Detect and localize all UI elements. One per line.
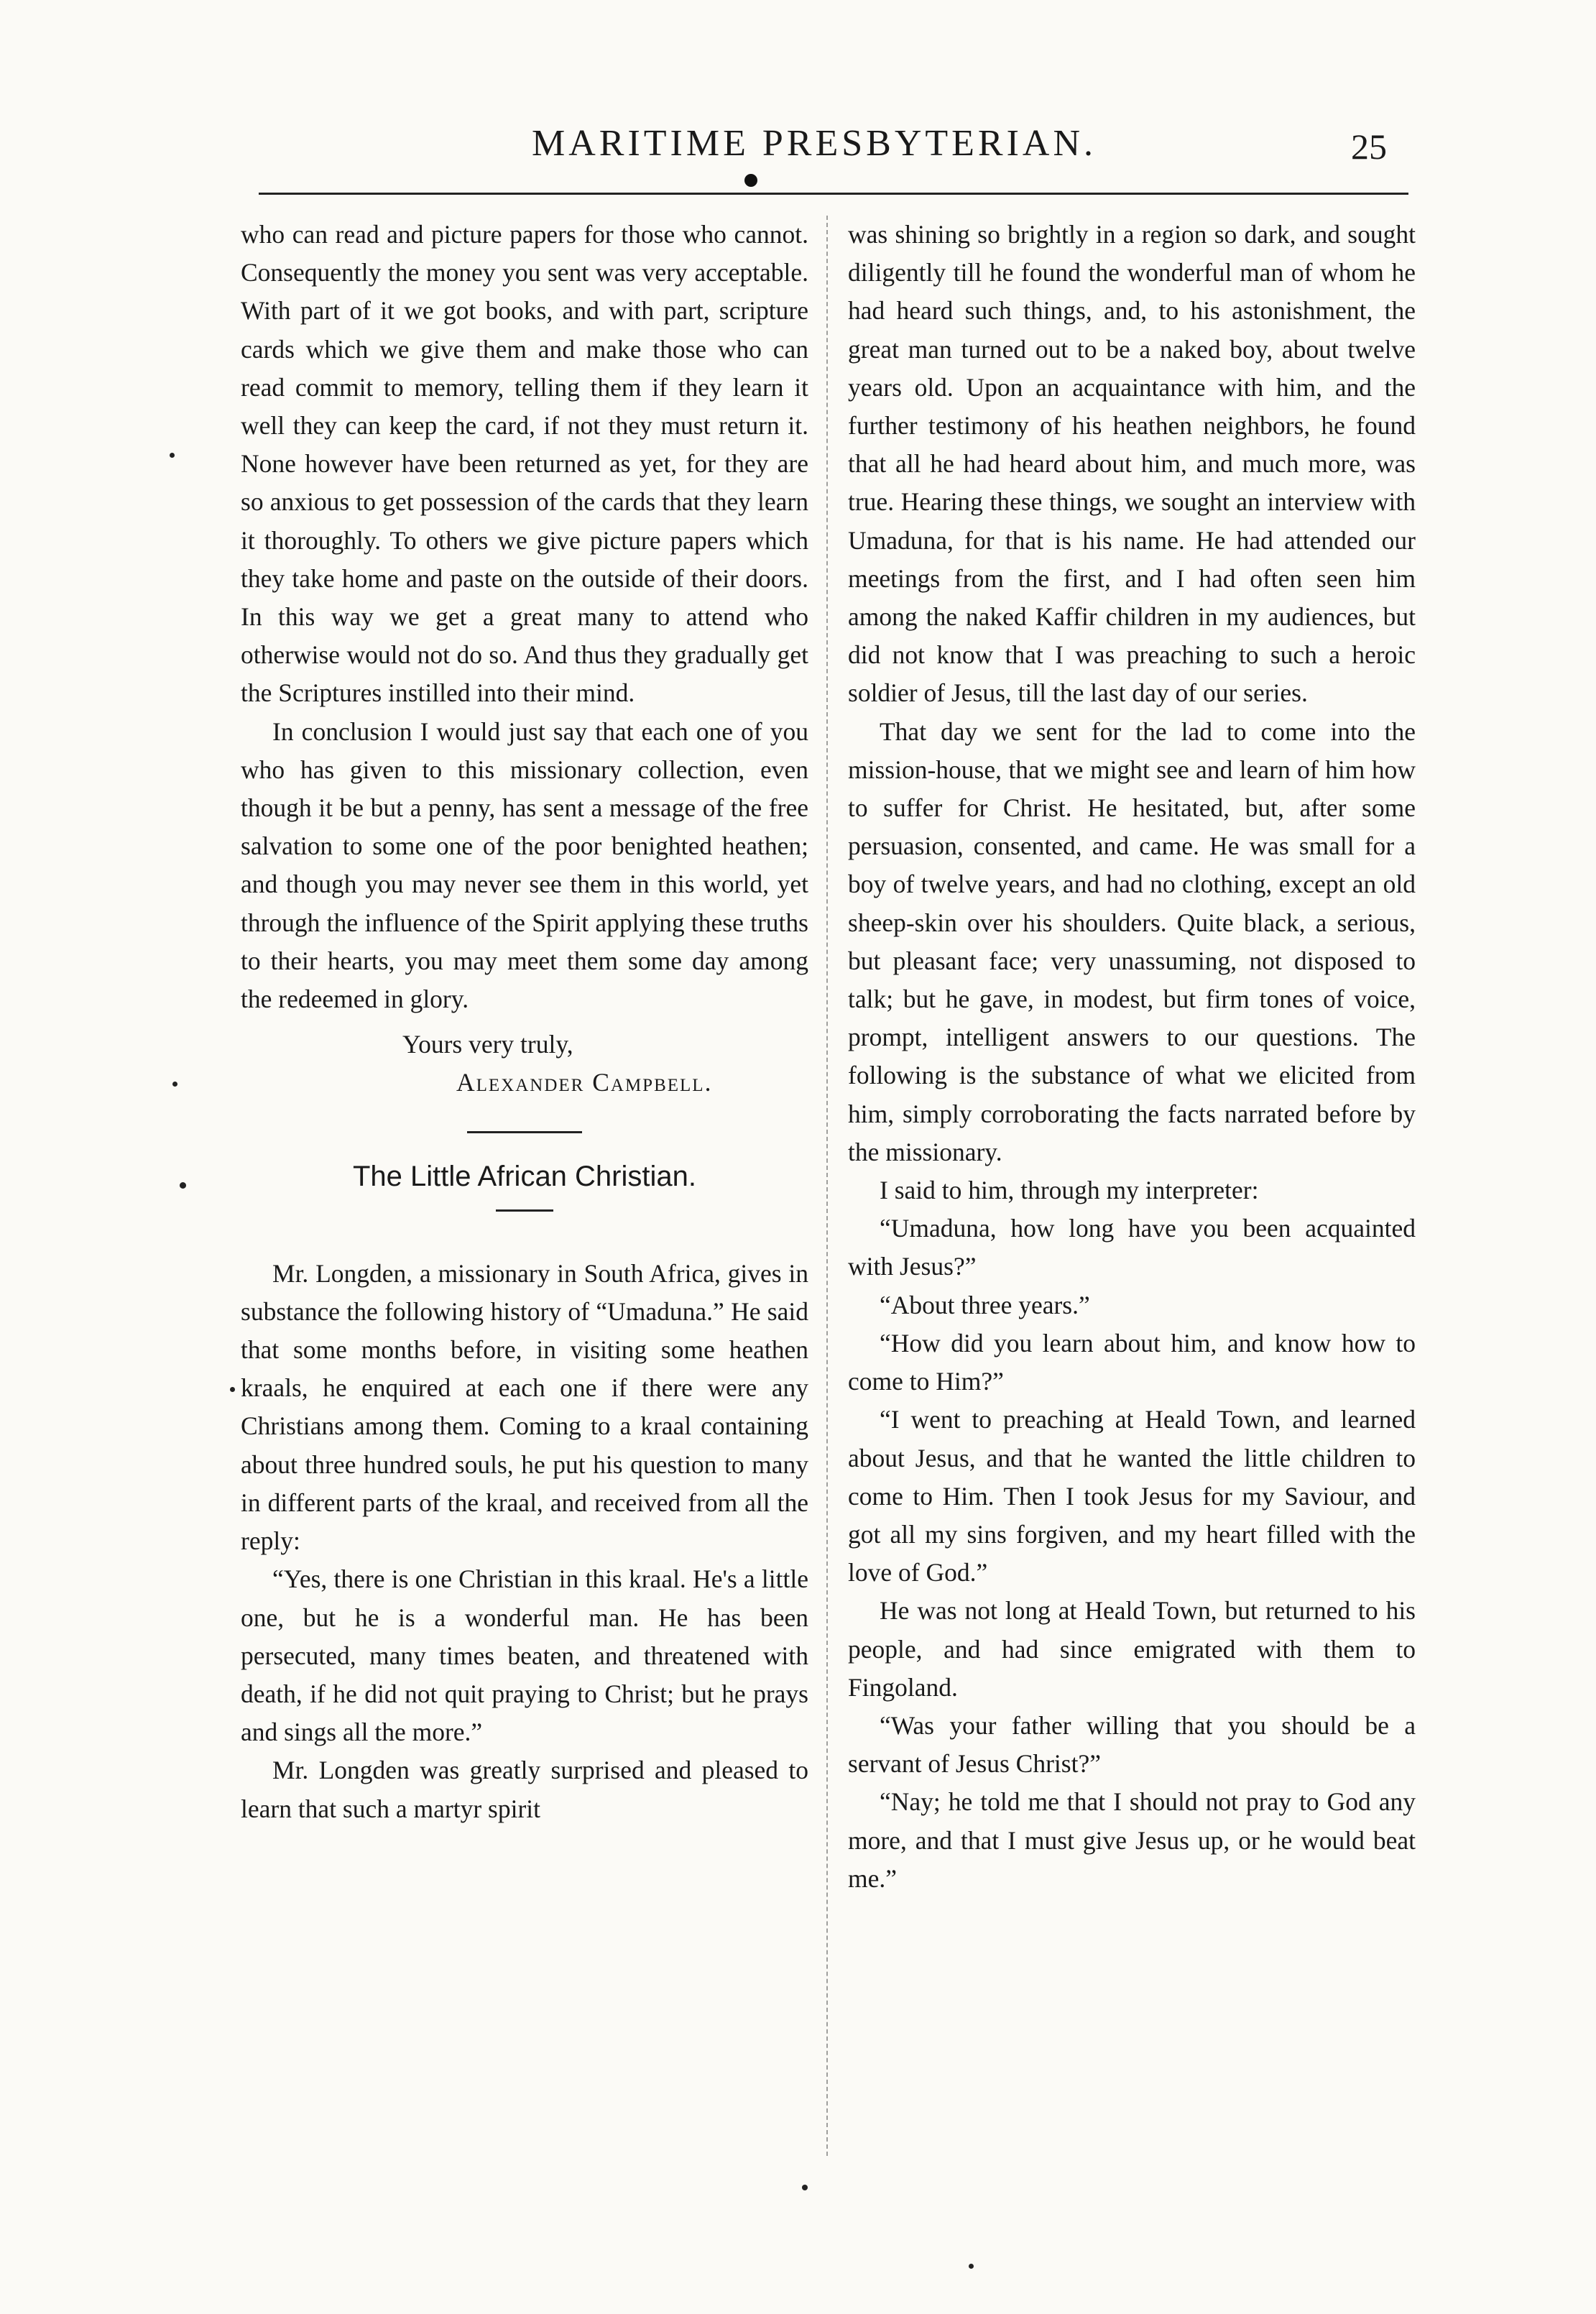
- print-speck: [969, 2264, 974, 2269]
- body-paragraph: “Umaduna, how long have you been acquainted with Jesus?”: [848, 1214, 1416, 1281]
- header-ornament: [744, 174, 757, 187]
- body-paragraph: Mr. Longden was greatly surprised and pleased to learn that such a martyr spirit: [241, 1756, 808, 1823]
- body-paragraph: I said to him, through my interpreter:: [880, 1176, 1259, 1205]
- body-paragraph: “Was your father willing that you should be a servant of Jesus Christ?”: [848, 1710, 1416, 1779]
- body-paragraph: “About three years.”: [880, 1290, 1090, 1319]
- body-paragraph: “How did you learn about him, and know how to come to Him?”: [848, 1328, 1416, 1396]
- page-header: [0, 115, 1596, 172]
- body-paragraph: In conclusion I would just say that each one of you who has given to this missionary collection, even though it be but a penny, has sent a message of the free salvation to some one of the poor benighted heathen; and though you may never see them in this world, yet through the influence of the Spirit applying these truths to their hearts, you may meet them some day among the redeemed in glory.: [241, 716, 808, 1014]
- print-speck: [170, 453, 175, 458]
- body-paragraph: Mr. Longden, a missionary in South Africa, gives in substance the following history of “Umaduna.” He said that some months before, in visiting some heathen kraals, he enquired at each one if there were any Christians among them. Coming to a kraal containing about three hundred souls, he put his question to many in different parts of the kraal, and received from all the reply:: [241, 1258, 808, 1556]
- left-column: [241, 216, 808, 2170]
- section-divider: [467, 1131, 582, 1133]
- right-column: [848, 216, 1416, 2170]
- print-speck: [802, 2185, 808, 2190]
- page-number: 25: [1351, 126, 1387, 167]
- article-title: The Little African Christian.: [353, 1160, 696, 1192]
- print-speck: [230, 1387, 235, 1392]
- print-speck: [172, 1082, 177, 1087]
- body-paragraph: “I went to preaching at Heald Town, and learned about Jesus, and that he wanted the little children to come to Him. Then I took Jesus for my Saviour, and got all my sins forgiven, and my heart filled with the love of God.”: [848, 1405, 1416, 1587]
- title-divider: [496, 1209, 553, 1212]
- body-paragraph: He was not long at Heald Town, but returned to his people, and had since emigrated with them to Fingoland.: [848, 1596, 1416, 1702]
- letter-signature: Alexander Campbell.: [456, 1068, 713, 1097]
- letter-closing: Yours very truly,: [402, 1030, 573, 1059]
- print-speck: [180, 1182, 186, 1189]
- body-paragraph: was shining so brightly in a region so dark, and sought diligently till he found the wonderful man of whom he had heard such things, and, to his astonishment, the great man turned out to be a naked boy, about twelve years old. Upon an acquaintance with him, and the further testimony of his heathen neighbors, he found that all he had heard about him, and much more, was true. Hearing these things, we sought an interview with Umaduna, for that is his name. He had attended our meetings from the first, and I had often seen him among the naked Kaffir children in my audiences, but did not know that I was preaching to such a heroic soldier of Jesus, till the last day of our series.: [848, 220, 1416, 708]
- body-paragraph: That day we sent for the lad to come into the mission-house, that we might see and learn of him how to suffer for Christ. He hesitated, but, after some persuasion, consented, and came. He was small for a boy of twelve years, and had no clothing, except an old sheep-skin over his shoulders. Quite black, a serious, but pleasant face; very unassuming, not disposed to talk; but he gave, in modest, but firm tones of voice, prompt, intelligent answers to our questions. The following is the substance of what we elicited from him, simply corroborating the facts narrated before by the missionary.: [848, 716, 1416, 1166]
- body-paragraph: “Nay; he told me that I should not pray to God any more, and that I must give Jesus up, or he would beat me.”: [848, 1787, 1416, 1893]
- header-rule: [259, 193, 1408, 195]
- column-divider: [826, 216, 828, 2156]
- body-paragraph: who can read and picture papers for those who cannot. Consequently the money you sent was very acceptable. With part of it we got books, and with part, scripture cards which we give them and make those who can read commit to memory, telling them if they learn it well they can keep the card, if not they must return it. None however have been returned as yet, for they are so anxious to get possession of the cards that they learn it thoroughly. To others we give picture papers which they take home and paste on the outside of their doors. In this way we get a great many to attend who otherwise would not do so. And thus they gradually get the Scriptures instilled into their mind.: [241, 220, 808, 708]
- body-paragraph: “Yes, there is one Christian in this kraal. He's a little one, but he is a wonderful man. He has been persecuted, many times beaten, and threatened with death, if he did not quit praying to Christ; but he prays and sings all the more.”: [241, 1564, 808, 1747]
- journal-title: MARITIME PRESBYTERIAN.: [532, 123, 1097, 164]
